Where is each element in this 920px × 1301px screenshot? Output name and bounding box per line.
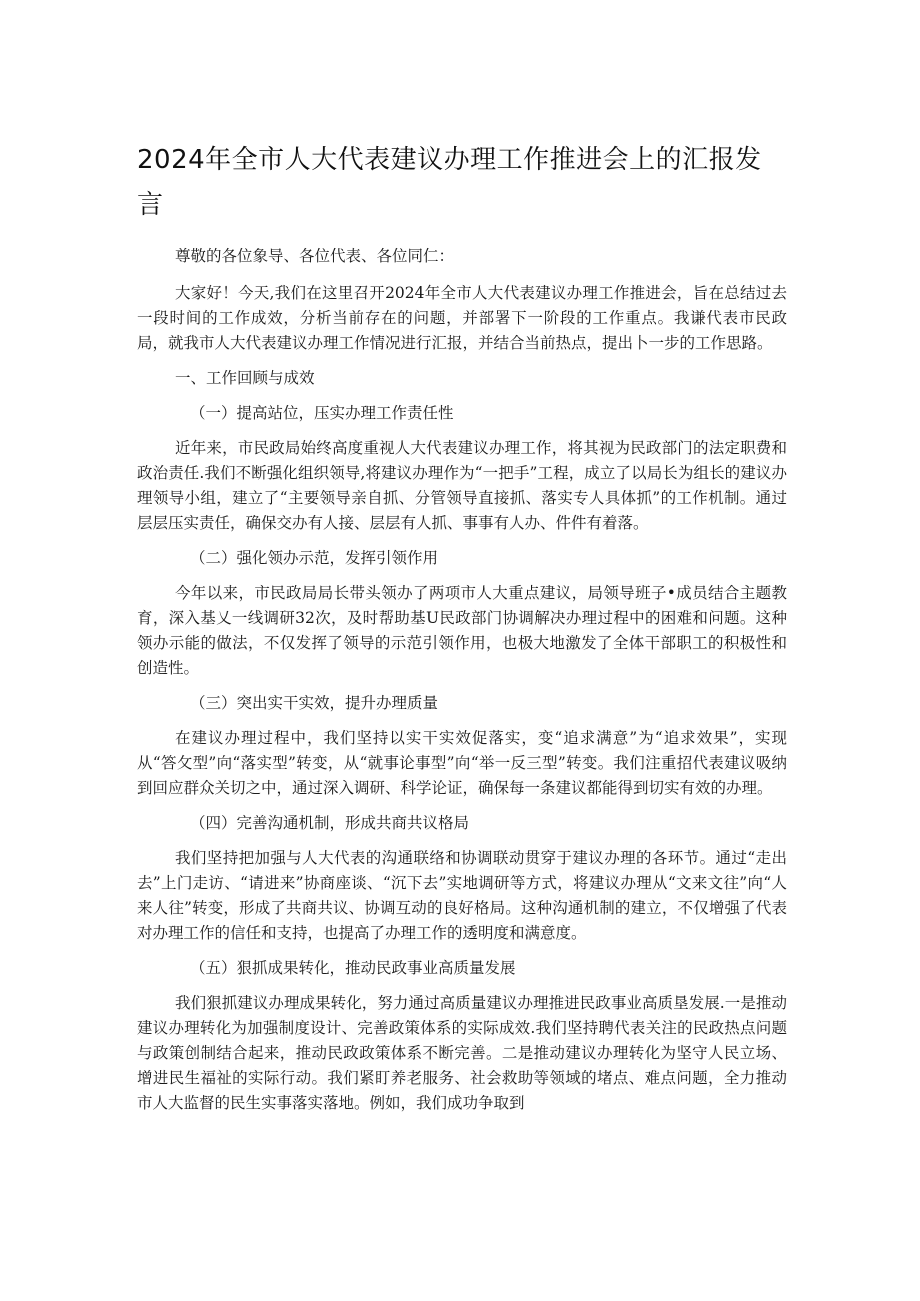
subsection-body-5: 我们狠抓建议办理成果转化，努力通过高质量建议办理推进民政事业高质垦发展.一是推动建议办理转化为加强制度设计、完善政策体系的实际成效.我们坚持聘代表关注的民政热点问题与政策创制结合起来，推动民政政策体系不断完善。二是推动建议办理转化为坚守人民立场、增进民生福祉的实际行动。我们紧盯养老服务、社会救助等领域的堵点、难点问题，全力推动市人大监督的民生实事落实落地。例如，我们成功争取到: [137, 994, 787, 1112]
section-heading-review: 一、工作回顾与成效: [175, 369, 315, 387]
salutation: 尊敬的各位象导、各位代表、各位同仁：: [175, 247, 455, 265]
subsection-heading-1: （一）提高站位，压实办理工作责任性: [190, 404, 454, 422]
document-body: [137, 138, 787, 1126]
subsection-body-3: 在建议办理过程中，我们坚持以实干实效促落实，变“追求满意”为“追求效果”，实现从“答攵型”向“落实型”转变，从“就事论事型”向“举一反三型”转变。我们注重招代表建议吸纳到回应群众关切之中，通过深入调研、科学论证，确保每一条建议都能得到切实有效的办理。: [137, 729, 787, 797]
subsection-body-4: 我们坚持把加强与人大代表的沟通联络和协调联动贯穿于建议办理的各环节。通过“走出去”上门走访、“请进来”协商座谈、“沉下去”实地调研等方式，将建议办理从“文来文往”向“人来人往”转变，形成了共商共议、协调互动的良好格局。这种沟通机制的建立，不仅增强了代表对办理工作的信任和支持，也提高了办理工作的透明度和满意度。: [137, 849, 787, 942]
subsection-heading-2: （二）强化领办示范，发挥引领作用: [190, 549, 439, 567]
intro-paragraph: 大家好！今天,我们在这里召开2024年全市人大代表建议办理工作推进会，旨在总结过去一段时间的工作成效，分析当前存在的问题，并部署下一阶段的工作重点。我谦代表市民政局，就我市人大代表建议办理工作情况进行汇报，并结合当前热点，提出卜一步的工作思路。: [137, 284, 787, 352]
document-title: 2024年全市人大代表建议办理工作推进会上的汇报发言: [137, 145, 762, 220]
subsection-body-2: 今年以来，市民政局局长带头领办了两项市人大重点建议，局领导班子•成员结合主题教育，深入基乂一线调研32次，及时帮助基U民政部门协调解决办理过程中的困难和问题。这种领办示能的做法，不仅发挥了领导的示范引领作用，也极大地激发了全体干部职工的积极性和创造性。: [137, 584, 787, 677]
subsection-heading-5: （五）狠抓成果转化，推动民政事业高质量发展: [190, 959, 516, 977]
subsection-heading-3: （三）突出实干实效，提升办理质量: [190, 694, 439, 712]
subsection-heading-4: （四）完善沟通机制，形成共商共议格局: [190, 814, 470, 832]
subsection-body-1: 近年来，市民政局始终高度重视人大代表建议办理工作，将其视为民政部门的法定职费和政治责任.我们不断强化组织领导,将建议办理作为“一把手”工程，成立了以局长为组长的建议办理领导小组，建立了“主要领导亲自抓、分管领导直接抓、落实专人具体抓”的工作机制。通过层层压实责任，确保交办有人接、层层有人抓、事事有人办、件件有着落。: [137, 439, 787, 532]
